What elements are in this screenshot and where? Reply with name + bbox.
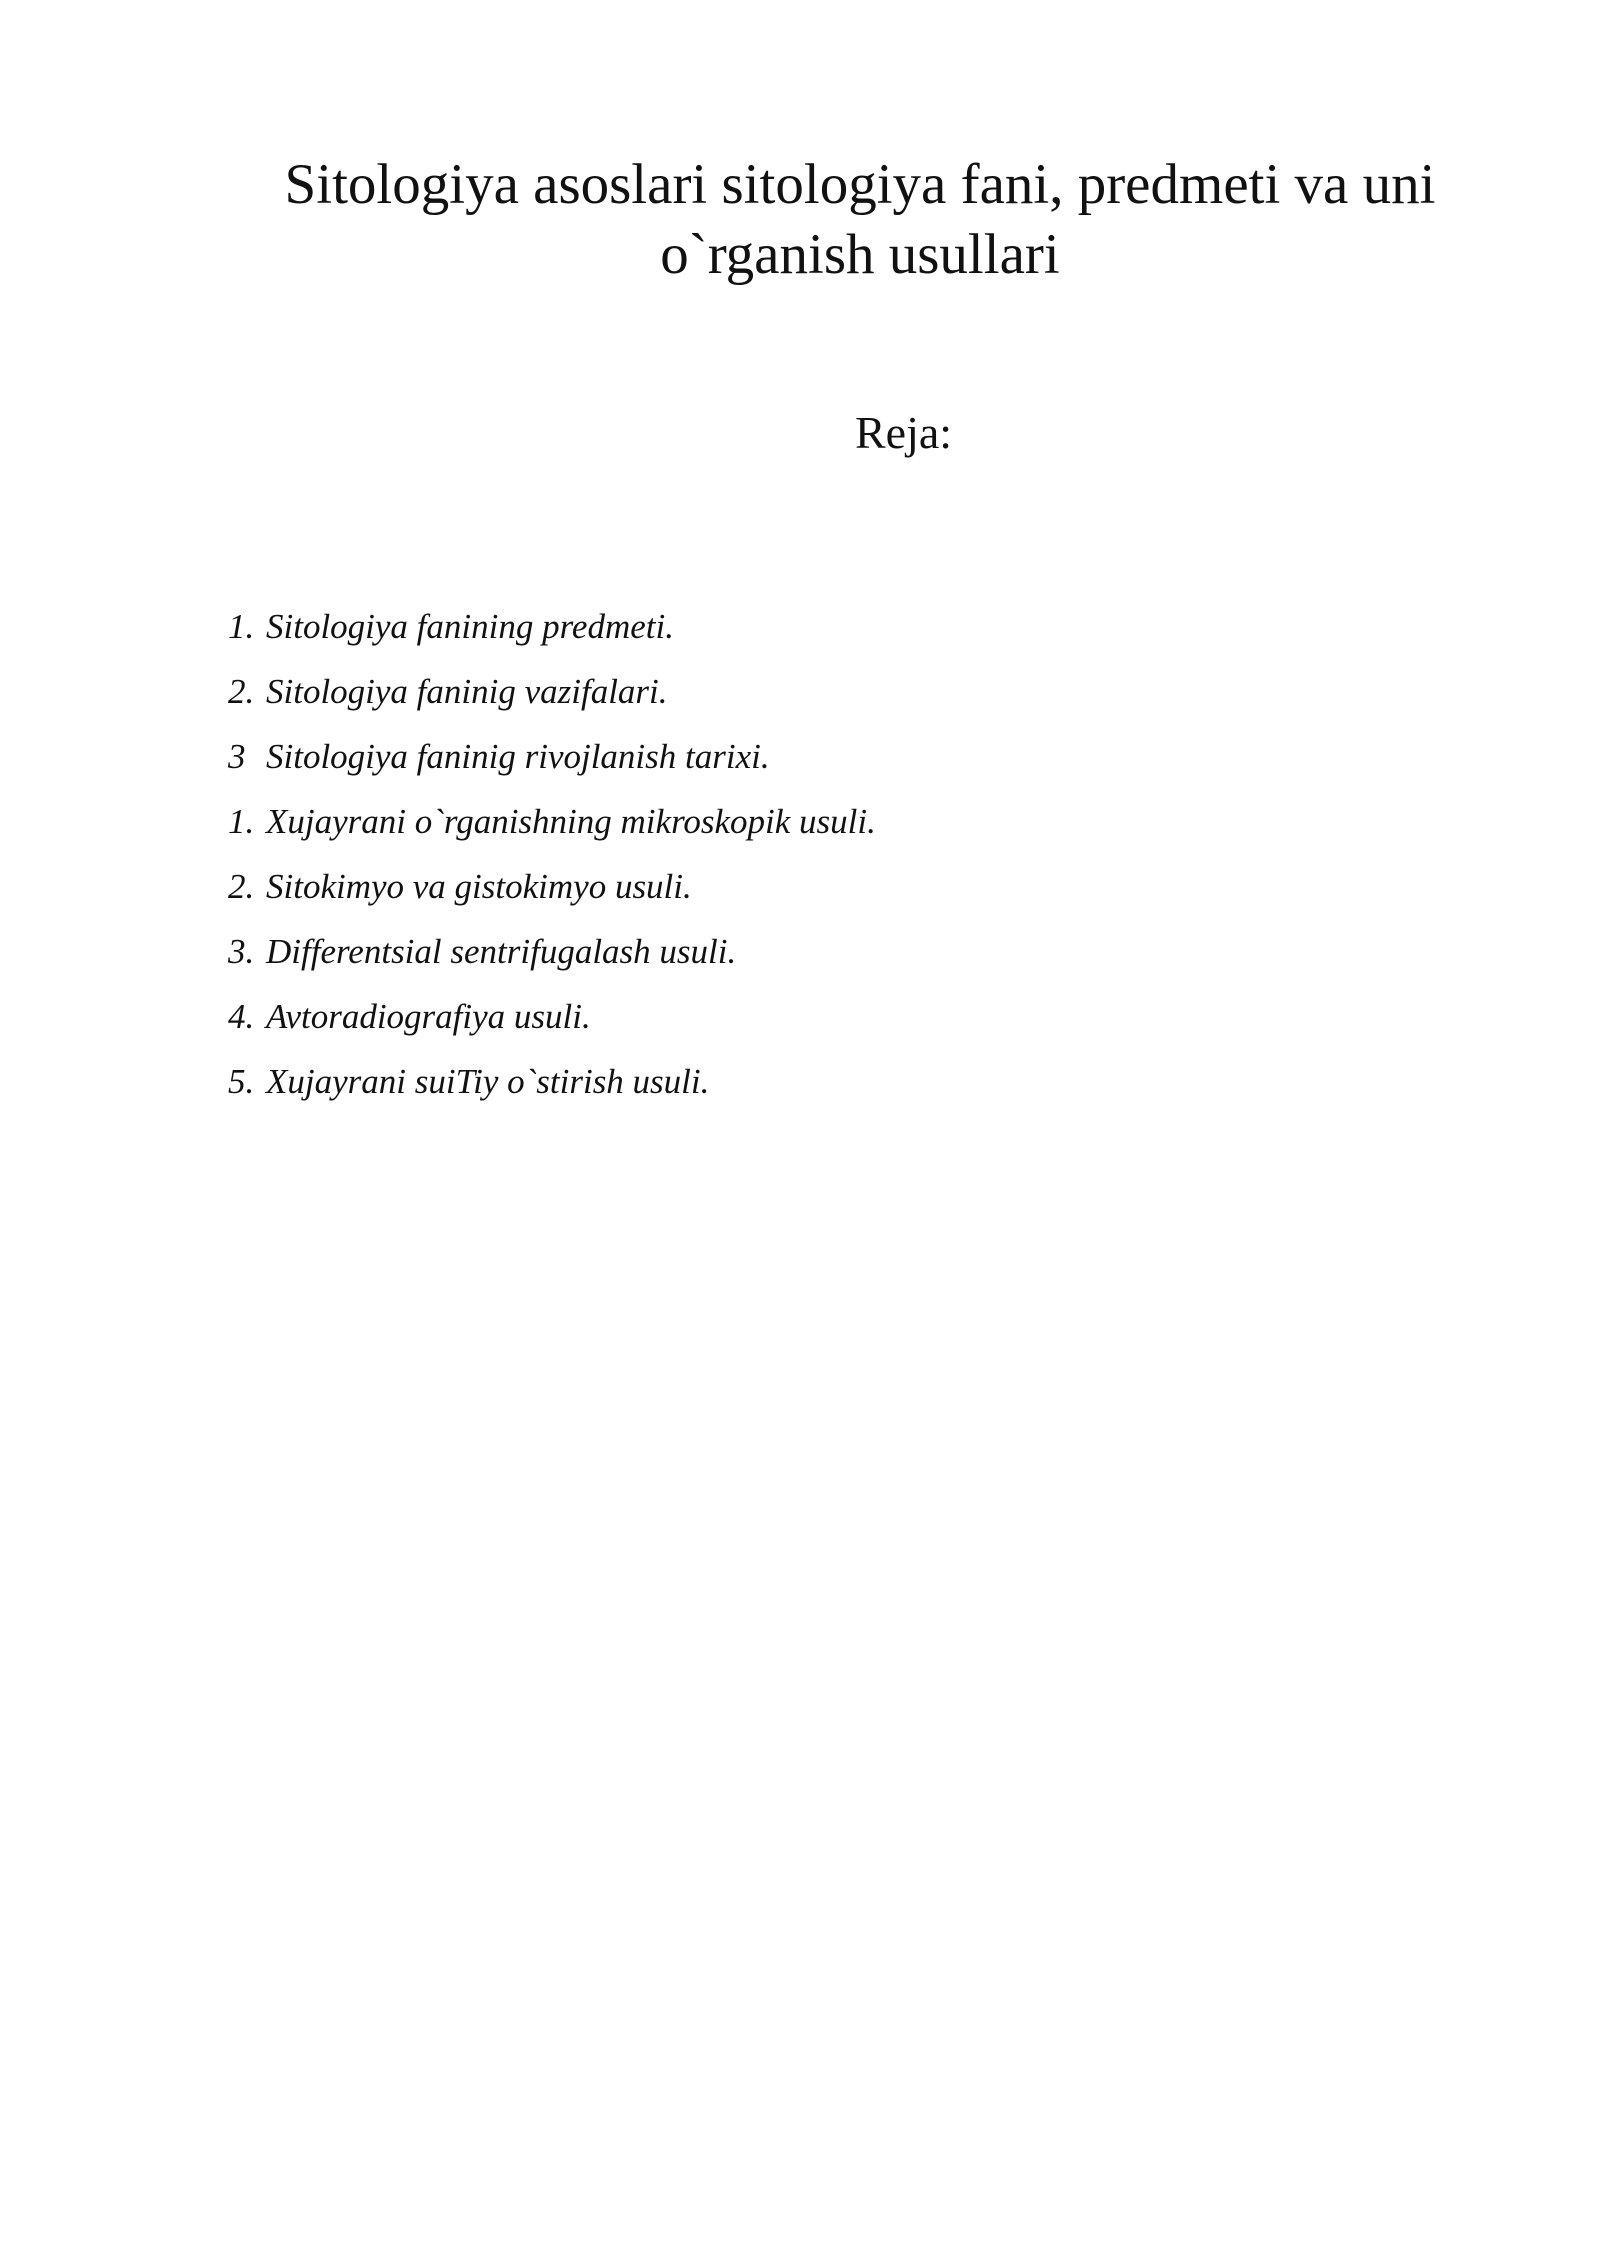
plan-item [228,732,876,797]
plan-item-number: 2. [228,867,255,906]
plan-item-text: Sitologiya faninig vazifalari. [266,672,668,711]
plan-item [228,602,876,667]
plan-item [228,797,876,862]
document-title [160,150,1560,290]
plan-item-text: Xujayrani suiTiy o`stirish usuli. [266,1062,710,1101]
plan-item [228,992,876,1057]
document-title-line: o`rganish usullari [660,223,1060,286]
plan-item-text: Differentsial sentrifugalash usuli. [266,932,737,971]
plan-item-number: 3 [228,737,246,776]
plan-item-number: 1. [228,607,255,646]
plan-item-text: Avtoradiografiya usuli. [266,997,591,1036]
plan-item [228,1057,876,1122]
plan-item-text: Sitokimyo va gistokimyo usuli. [266,867,692,906]
plan-list [228,602,876,1122]
plan-item-text: Xujayrani o`rganishning mikroskopik usuli. [266,802,876,841]
plan-heading: Reja: [855,407,953,458]
plan-item-text: Sitologiya faninig rivojlanish tarixi. [266,737,770,776]
plan-item [228,862,876,927]
plan-item-number: 4. [228,997,255,1036]
plan-item-number: 5. [228,1062,255,1101]
plan-item-number: 1. [228,802,255,841]
plan-item [228,927,876,992]
plan-item-number: 2. [228,672,255,711]
document-title-line: Sitologiya asoslari sitologiya fani, predmeti va uni [284,153,1436,216]
plan-item-text: Sitologiya fanining predmeti. [266,607,674,646]
plan-item [228,667,876,732]
plan-item-number: 3. [228,932,255,971]
